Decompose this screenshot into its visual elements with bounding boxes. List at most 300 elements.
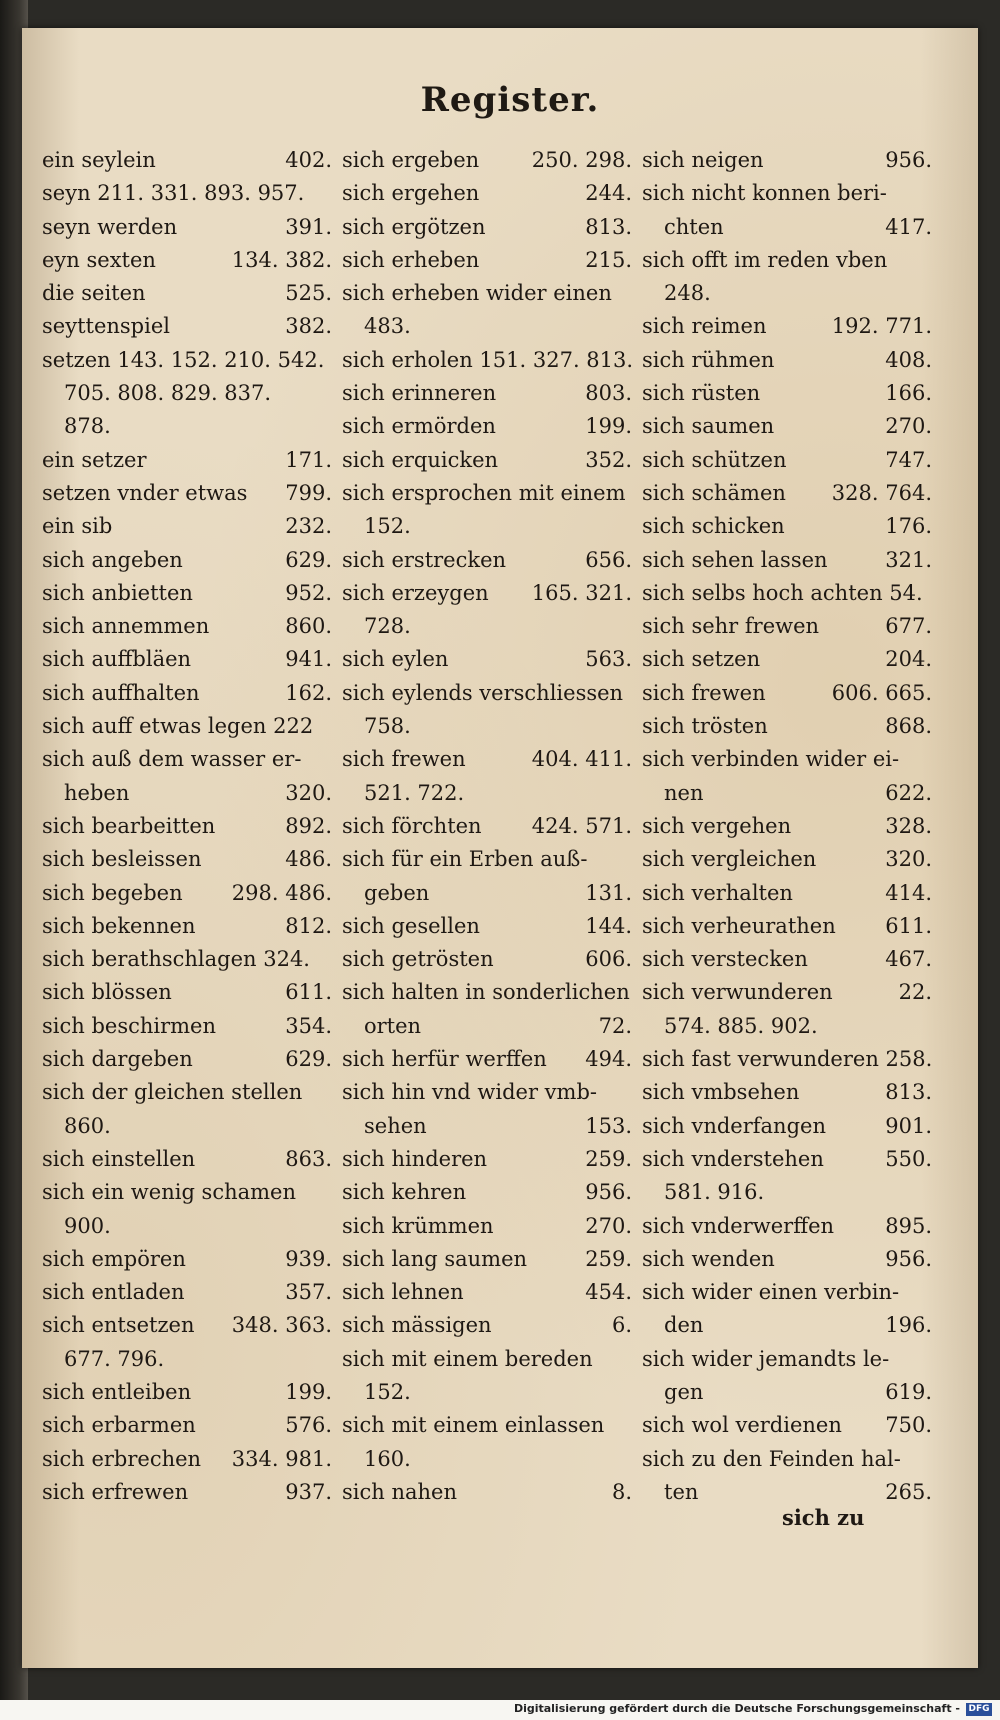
register-entry	[42, 144, 332, 177]
register-entry	[342, 610, 632, 643]
entry-term: nen	[664, 780, 704, 805]
entry-term: 900.	[64, 1213, 111, 1238]
entry-term: sich bearbeitten	[42, 813, 216, 838]
entry-page-number: 895.	[885, 1213, 932, 1238]
register-entry	[642, 843, 932, 876]
entry-term: sich fast verwunderen 258.	[642, 1047, 933, 1072]
entry-page-number: 424. 571.	[531, 813, 632, 838]
entry-term: sich vmbsehen	[642, 1080, 800, 1105]
entry-page-number: 192. 771.	[831, 314, 932, 339]
entry-term: gen	[664, 1379, 704, 1404]
register-entry	[342, 244, 632, 277]
entry-page-number: 750.	[885, 1413, 932, 1438]
entry-term: sich vnderstehen	[642, 1146, 824, 1171]
entry-term: sich schicken	[642, 514, 785, 539]
entry-term: die seiten	[42, 281, 146, 306]
register-entry	[342, 1176, 632, 1209]
entry-page-number: 320.	[885, 847, 932, 872]
register-entry	[642, 1143, 932, 1176]
entry-term: sich vergleichen	[642, 847, 817, 872]
register-entry	[42, 677, 332, 710]
entry-term: sich krümmen	[342, 1213, 494, 1238]
entry-term: sich entsetzen	[42, 1313, 195, 1338]
register-entry	[42, 743, 332, 776]
register-entry	[642, 1443, 932, 1476]
register-entry	[42, 577, 332, 610]
entry-page-number: 611.	[885, 913, 932, 938]
register-entry	[342, 310, 632, 343]
register-entry	[42, 1343, 332, 1376]
register-entry	[342, 1076, 632, 1109]
register-entry	[342, 1343, 632, 1376]
register-entry	[42, 610, 332, 643]
entry-page-number: 204.	[885, 647, 932, 672]
entry-page-number: 165. 321.	[531, 580, 632, 605]
entry-page-number: 747.	[885, 447, 932, 472]
entry-term: sich mit einem bereden	[342, 1346, 593, 1371]
register-entry	[42, 1010, 332, 1043]
entry-page-number: 404. 411.	[531, 747, 632, 772]
register-entry	[642, 810, 932, 843]
register-entry	[642, 1043, 932, 1076]
register-column-1	[42, 144, 332, 1509]
entry-term: sich verheurathen	[642, 913, 836, 938]
entry-term: sich schützen	[642, 447, 787, 472]
register-entry	[42, 1443, 332, 1476]
register-entry	[642, 877, 932, 910]
register-entry	[642, 976, 932, 1009]
register-entry	[42, 1043, 332, 1076]
entry-term: sich selbs hoch achten 54.	[642, 580, 923, 605]
entry-page-number: 144.	[585, 913, 632, 938]
register-entry	[342, 1476, 632, 1509]
register-entry	[642, 444, 932, 477]
entry-page-number: 417.	[885, 214, 932, 239]
register-entry	[642, 1210, 932, 1243]
footer-bar	[0, 1700, 1000, 1720]
entry-term: sich schämen	[642, 480, 786, 505]
entry-page-number: 629.	[285, 547, 332, 572]
entry-page-number: 176.	[885, 514, 932, 539]
entry-page-number: 941.	[285, 647, 332, 672]
entry-page-number: 321.	[885, 547, 932, 572]
entry-term: sich neigen	[642, 148, 764, 172]
entry-term: sich ergeben	[342, 148, 480, 172]
register-entry	[642, 544, 932, 577]
entry-page-number: 259.	[585, 1146, 632, 1171]
entry-term: sich sehen lassen	[642, 547, 828, 572]
entry-term: sich der gleichen stellen	[42, 1080, 303, 1105]
entry-term: sich offt im reden vben	[642, 247, 888, 272]
entry-term: 878.	[64, 414, 111, 439]
entry-term: sich erbarmen	[42, 1413, 196, 1438]
entry-term: sich nahen	[342, 1479, 457, 1504]
register-entry	[42, 943, 332, 976]
entry-page-number: 812.	[285, 913, 332, 938]
register-entry	[342, 144, 632, 177]
entry-term: sich verbinden wider ei-	[642, 747, 900, 772]
register-entry	[342, 177, 632, 210]
entry-term: sich reimen	[642, 314, 767, 339]
register-entry	[42, 1243, 332, 1276]
entry-page-number: 196.	[885, 1313, 932, 1338]
entry-term: sich auff etwas legen 222	[42, 714, 314, 739]
register-entry	[342, 344, 632, 377]
register-entry	[642, 777, 932, 810]
entry-term: sich hinderen	[342, 1146, 488, 1171]
register-entry	[342, 1043, 632, 1076]
entry-page-number: 259.	[585, 1246, 632, 1271]
entry-page-number: 153.	[585, 1113, 632, 1138]
register-entry	[342, 410, 632, 443]
entry-page-number: 611.	[285, 980, 332, 1005]
entry-page-number: 414.	[885, 880, 932, 905]
register-entry	[342, 444, 632, 477]
entry-term: sich trösten	[642, 714, 768, 739]
entry-page-number: 6.	[611, 1313, 632, 1338]
entry-page-number: 956.	[885, 1246, 932, 1271]
entry-term: sich nicht konnen beri-	[642, 181, 887, 206]
entry-term: setzen 143. 152. 210. 542.	[42, 347, 325, 372]
entry-page-number: 162.	[285, 680, 332, 705]
register-entry	[42, 877, 332, 910]
entry-term: ein sib	[42, 514, 113, 539]
register-entry	[42, 1376, 332, 1409]
entry-term: sich förchten	[342, 813, 482, 838]
register-entry	[642, 743, 932, 776]
entry-term: sich frewen	[342, 747, 466, 772]
register-entry	[642, 477, 932, 510]
entry-page-number: 799.	[285, 480, 332, 505]
register-entry	[42, 544, 332, 577]
entry-page-number: 803.	[585, 381, 632, 406]
register-entry	[342, 777, 632, 810]
register-entry	[342, 277, 632, 310]
register-entry	[642, 1376, 932, 1409]
register-entry	[42, 377, 332, 410]
entry-term: sich erquicken	[342, 447, 499, 472]
register-entry	[342, 1110, 632, 1143]
entry-page-number: 606. 665.	[831, 680, 932, 705]
entry-term: 705. 808. 829. 837.	[64, 381, 272, 406]
register-entry	[342, 1376, 632, 1409]
entry-page-number: 956.	[585, 1180, 632, 1205]
entry-term: sich eylends verschliessen	[342, 680, 624, 705]
entry-page-number: 402.	[285, 148, 332, 172]
register-entry	[42, 1276, 332, 1309]
entry-page-number: 250. 298.	[531, 148, 632, 172]
entry-page-number: 131.	[585, 880, 632, 905]
entry-page-number: 868.	[885, 714, 932, 739]
entry-page-number: 813.	[585, 214, 632, 239]
entry-term: sich sehr frewen	[642, 614, 820, 639]
register-entry	[642, 1409, 932, 1442]
entry-term: sich zu den Feinden hal-	[642, 1446, 901, 1471]
entry-page-number: 956.	[885, 148, 932, 172]
entry-page-number: 408.	[885, 347, 932, 372]
register-entry	[642, 610, 932, 643]
register-entry	[42, 444, 332, 477]
register-entry	[42, 976, 332, 1009]
register-entry	[342, 710, 632, 743]
register-entry	[642, 1243, 932, 1276]
entry-term: sich mit einem einlassen	[342, 1413, 605, 1438]
entry-term: 574. 885. 902.	[664, 1013, 818, 1038]
entry-term: eyn sexten	[42, 247, 156, 272]
entry-page-number: 199.	[585, 414, 632, 439]
register-entry	[342, 1409, 632, 1442]
entry-page-number: 550.	[885, 1146, 932, 1171]
register-entry	[642, 1110, 932, 1143]
entry-page-number: 8.	[611, 1479, 632, 1504]
entry-term: sich vnderwerffen	[642, 1213, 835, 1238]
entry-term: seyn werden	[42, 214, 178, 239]
entry-page-number: 199.	[285, 1379, 332, 1404]
entry-term: sich rüsten	[642, 381, 761, 406]
entry-term: sich empören	[42, 1246, 186, 1271]
entry-term: sich erinneren	[342, 381, 497, 406]
register-entry	[42, 1409, 332, 1442]
entry-term: sich kehren	[342, 1180, 467, 1205]
entry-term: sich wenden	[642, 1246, 775, 1271]
entry-page-number: 354.	[285, 1013, 332, 1038]
register-entry	[642, 1076, 932, 1109]
entry-term: 152.	[364, 514, 411, 539]
register-entry	[342, 1309, 632, 1342]
register-entry	[342, 877, 632, 910]
entry-term: sich erzeygen	[342, 580, 489, 605]
entry-term: setzen vnder etwas	[42, 480, 248, 505]
entry-page-number: 328. 764.	[831, 480, 932, 505]
entry-term: sich beschirmen	[42, 1013, 217, 1038]
entry-term: sich erfrewen	[42, 1479, 189, 1504]
entry-page-number: 334. 981.	[231, 1446, 332, 1471]
entry-page-number: 320.	[285, 780, 332, 805]
entry-page-number: 863.	[285, 1146, 332, 1171]
entry-term: 248.	[664, 281, 711, 306]
register-entry	[642, 410, 932, 443]
entry-term: sich berathschlagen 324.	[42, 947, 310, 972]
register-entry	[42, 910, 332, 943]
entry-term: sich frewen	[642, 680, 766, 705]
register-entry	[642, 1343, 932, 1376]
register-entry	[42, 1309, 332, 1342]
register-entry	[642, 344, 932, 377]
entry-page-number: 166.	[885, 381, 932, 406]
register-entry	[342, 843, 632, 876]
register-entry	[642, 677, 932, 710]
register-entry	[342, 211, 632, 244]
entry-page-number: 244.	[585, 181, 632, 206]
entry-term: den	[664, 1313, 704, 1338]
entry-term: sich hin vnd wider vmb-	[342, 1080, 597, 1105]
entry-page-number: 171.	[285, 447, 332, 472]
register-entry	[342, 910, 632, 943]
register-entry	[642, 710, 932, 743]
entry-term: sich erheben	[342, 247, 480, 272]
entry-page-number: 232.	[285, 514, 332, 539]
register-entry	[42, 1176, 332, 1209]
entry-page-number: 215.	[585, 247, 632, 272]
entry-term: sehen	[364, 1113, 427, 1138]
entry-page-number: 494.	[585, 1047, 632, 1072]
register-entry	[42, 810, 332, 843]
register-entry	[642, 211, 932, 244]
entry-term: sich erbrechen	[42, 1446, 202, 1471]
register-entry	[42, 410, 332, 443]
register-entry	[42, 1210, 332, 1243]
register-entry	[642, 144, 932, 177]
register-entry	[342, 577, 632, 610]
register-entry	[642, 310, 932, 343]
register-entry	[342, 1210, 632, 1243]
entry-term: sich für ein Erben auß-	[342, 847, 588, 872]
entry-term: sich rühmen	[642, 347, 775, 372]
entry-term: sich anbietten	[42, 580, 193, 605]
register-entry	[642, 1176, 932, 1209]
entry-page-number: 677.	[885, 614, 932, 639]
entry-term: ein seylein	[42, 148, 156, 172]
entry-term: sich gesellen	[342, 913, 480, 938]
entry-term: sich auffhalten	[42, 680, 200, 705]
entry-term: seyn 211. 331. 893. 957.	[42, 181, 305, 206]
entry-term: sich angeben	[42, 547, 183, 572]
register-entry	[42, 777, 332, 810]
entry-term: geben	[364, 880, 430, 905]
entry-term: sich getrösten	[342, 947, 494, 972]
entry-term: sich verstecken	[642, 947, 808, 972]
entry-term: sich ermörden	[342, 414, 496, 439]
register-entry	[642, 244, 932, 277]
entry-term: heben	[64, 780, 130, 805]
register-entry	[42, 710, 332, 743]
entry-page-number: 901.	[885, 1113, 932, 1138]
entry-page-number: 656.	[585, 547, 632, 572]
page-title: Register.	[420, 80, 600, 120]
register-entry	[642, 377, 932, 410]
entry-page-number: 270.	[885, 414, 932, 439]
entry-term: sich verwunderen	[642, 980, 833, 1005]
entry-page-number: 270.	[585, 1213, 632, 1238]
entry-term: orten	[364, 1013, 422, 1038]
register-entry	[342, 377, 632, 410]
register-entry	[42, 211, 332, 244]
entry-term: sich wol verdienen	[642, 1413, 842, 1438]
entry-term: sich herfür werffen	[342, 1047, 547, 1072]
catchword: sich zu	[782, 1505, 865, 1530]
entry-page-number: 606.	[585, 947, 632, 972]
entry-term: 521. 722.	[364, 780, 465, 805]
entry-term: sich setzen	[642, 647, 761, 672]
entry-page-number: 298. 486.	[231, 880, 332, 905]
register-entry	[642, 177, 932, 210]
entry-term: chten	[664, 214, 724, 239]
register-column-3	[642, 144, 932, 1509]
entry-term: 728.	[364, 614, 411, 639]
entry-term: sich auß dem wasser er-	[42, 747, 302, 772]
entry-term: sich eylen	[342, 647, 449, 672]
entry-term: sich saumen	[642, 414, 775, 439]
entry-term: sich mässigen	[342, 1313, 492, 1338]
entry-term: sich verhalten	[642, 880, 793, 905]
register-entry	[342, 943, 632, 976]
entry-page-number: 454.	[585, 1280, 632, 1305]
register-entry	[342, 810, 632, 843]
entry-page-number: 22.	[898, 980, 932, 1005]
register-entry	[642, 943, 932, 976]
entry-term: sich dargeben	[42, 1047, 193, 1072]
entry-page-number: 265.	[885, 1479, 932, 1504]
entry-page-number: 382.	[285, 314, 332, 339]
entry-term: sich wider jemandts le-	[642, 1346, 890, 1371]
entry-page-number: 72.	[598, 1013, 632, 1038]
entry-term: 152.	[364, 1379, 411, 1404]
register-entry	[642, 1010, 932, 1043]
entry-term: sich vergehen	[642, 813, 792, 838]
register-entry	[342, 976, 632, 1009]
entry-page-number: 952.	[285, 580, 332, 605]
register-entry	[42, 1076, 332, 1109]
register-entry	[42, 277, 332, 310]
entry-term: sich begeben	[42, 880, 183, 905]
register-entry	[342, 743, 632, 776]
register-entry	[342, 1276, 632, 1309]
entry-term: sich vnderfangen	[642, 1113, 826, 1138]
entry-page-number: 352.	[585, 447, 632, 472]
register-entry	[42, 510, 332, 543]
entry-term: ein setzer	[42, 447, 147, 472]
entry-term: sich ein wenig schamen	[42, 1180, 297, 1205]
book-page	[22, 28, 978, 1668]
entry-page-number: 619.	[885, 1379, 932, 1404]
entry-term: sich blössen	[42, 980, 172, 1005]
register-entry	[342, 643, 632, 676]
entry-term: sich halten in sonderlichen	[342, 980, 630, 1005]
entry-term: sich besleissen	[42, 847, 202, 872]
register-entry	[342, 677, 632, 710]
entry-term: sich erstrecken	[342, 547, 507, 572]
register-entry	[42, 344, 332, 377]
entry-page-number: 391.	[285, 214, 332, 239]
register-entry	[642, 1309, 932, 1342]
dfg-logo-icon: DFG	[966, 1703, 992, 1716]
entry-term: sich auffbläen	[42, 647, 192, 672]
entry-term: 160.	[364, 1446, 411, 1471]
register-entry	[642, 643, 932, 676]
register-entry	[642, 577, 932, 610]
entry-page-number: 629.	[285, 1047, 332, 1072]
register-entry	[342, 1443, 632, 1476]
entry-term: sich ergötzen	[342, 214, 486, 239]
entry-term: sich annemmen	[42, 614, 210, 639]
entry-page-number: 622.	[885, 780, 932, 805]
entry-term: sich ergehen	[342, 181, 480, 206]
entry-term: 483.	[364, 314, 411, 339]
entry-term: sich einstellen	[42, 1146, 196, 1171]
register-entry	[342, 510, 632, 543]
entry-term: seyttenspiel	[42, 314, 170, 339]
entry-term: sich wider einen verbin-	[642, 1280, 900, 1305]
entry-term: ten	[664, 1479, 699, 1504]
entry-page-number: 328.	[885, 813, 932, 838]
register-entry	[42, 1476, 332, 1509]
register-entry	[342, 1010, 632, 1043]
entry-term: 860.	[64, 1113, 111, 1138]
entry-page-number: 860.	[285, 614, 332, 639]
register-entry	[642, 910, 932, 943]
entry-term: sich lang saumen	[342, 1246, 528, 1271]
entry-page-number: 348. 363.	[231, 1313, 332, 1338]
